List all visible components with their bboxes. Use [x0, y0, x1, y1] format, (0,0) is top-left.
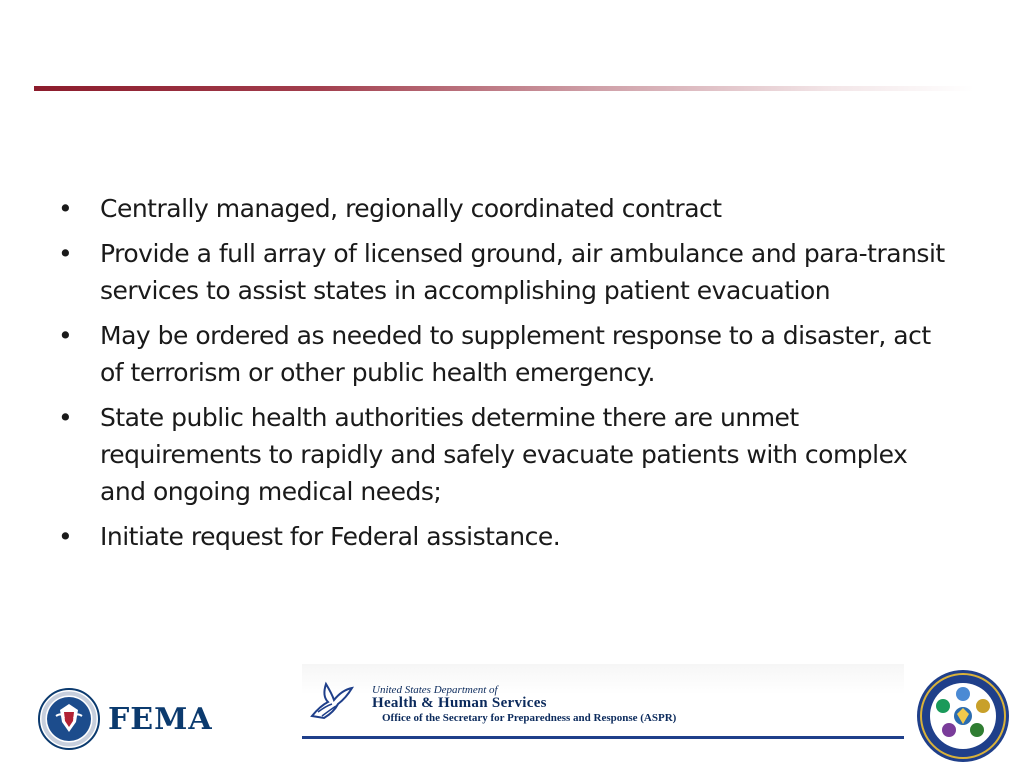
bullet-item	[58, 190, 958, 227]
bullet-dot-icon: •	[58, 522, 73, 551]
bullet-text: Centrally managed, regionally coordinated contract	[100, 194, 722, 223]
hhs-text-block	[372, 684, 676, 725]
fema-wordmark: FEMA	[108, 701, 213, 737]
hhs-eagle-icon	[306, 676, 356, 726]
fema-logo	[38, 688, 213, 750]
title-divider-rule	[34, 86, 974, 91]
bullet-item	[58, 518, 958, 555]
bullet-dot-icon: •	[58, 194, 73, 223]
bullet-dot-icon: •	[58, 403, 73, 432]
bullet-text: Provide a full array of licensed ground, air ambulance and para-transit services to assist states in accomplishing patient evacuation	[100, 239, 945, 305]
hhs-aspr-banner	[302, 664, 904, 740]
bullet-item	[58, 399, 958, 510]
bullet-text: State public health authorities determine there are unmet requirements to rapidly and safely evacuate patients with complex and ongoing medical needs;	[100, 403, 908, 506]
bullet-item	[58, 235, 958, 309]
aspr-office-line: Office of the Secretary for Preparedness and Response (ASPR)	[382, 712, 677, 724]
aspr-seal-icon	[905, 668, 1021, 764]
dhs-seal-icon	[38, 688, 100, 750]
bullet-item	[58, 317, 958, 391]
bullet-text: May be ordered as needed to supplement response to a disaster, act of terrorism or other public health emergency.	[100, 321, 931, 387]
bullet-text: Initiate request for Federal assistance.	[100, 522, 561, 551]
hhs-underline-rule	[302, 736, 904, 739]
bullet-dot-icon: •	[58, 239, 73, 268]
bullet-list	[58, 190, 958, 563]
bullet-dot-icon: •	[58, 321, 73, 350]
hhs-name-line: Health & Human Services	[372, 695, 547, 711]
hhs-dept-line: United States Department of	[372, 684, 498, 696]
